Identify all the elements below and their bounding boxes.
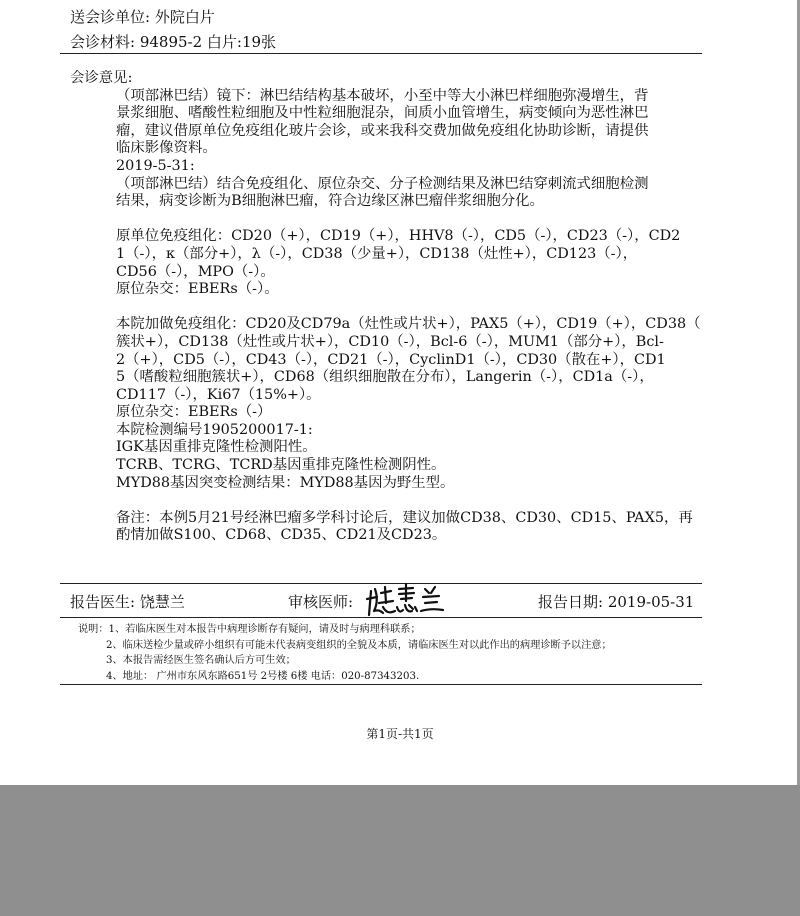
- viewer-background: [0, 785, 800, 916]
- opinion-line: 瘤，建议借原单位免疫组化玻片会诊，或来我科交费加做免疫组化协助诊断，请提供: [116, 122, 649, 139]
- consult-opinion: [70, 70, 702, 545]
- opinion-line: （项部淋巴结）镜下：淋巴结结构基本破坏，小至中等大小淋巴样细胞弥漫增生，背: [116, 87, 649, 104]
- sending-unit: 送会诊单位: 外院白片: [70, 8, 215, 26]
- spacer: [70, 299, 702, 317]
- spacer: [70, 492, 702, 510]
- opinion-line: 酌情加做S100、CD68、CD35、CD21及CD23。: [116, 527, 447, 544]
- opinion-line: 1（-），κ（部分+），λ（-），CD38（少量+），CD138（灶性+），CD123（-），: [116, 245, 638, 262]
- opinion-line: 簇状+），CD138（灶性或片状+），CD10（-），Bcl-6（-），MUM1（部分+），Bcl-: [116, 333, 664, 350]
- opinion-line: 备注：本例5月21号经淋巴瘤多学科讨论后，建议加做CD38、CD30、CD15、PAX5，再: [116, 509, 693, 526]
- notes: [78, 622, 703, 684]
- review-doctor-label: 审核医师:: [288, 593, 354, 611]
- opinion-line: 临床影像资料。: [116, 140, 217, 157]
- handwritten-signature: [365, 581, 445, 621]
- opinion-line: 原单位免疫组化：CD20（+），CD19（+），HHV8（-），CD5（-），CD23（-），CD2: [116, 228, 681, 245]
- opinion-date: 2019-5-31:: [116, 157, 195, 174]
- signature-bottom-divider: [60, 617, 702, 618]
- opinion-line: CD117（-），Ki67（15%+）。: [116, 386, 321, 403]
- opinion-line: 原位杂交：EBERs（-）: [116, 404, 272, 421]
- opinion-line: 景浆细胞、嗜酸性粒细胞及中性粒细胞混杂，间质小血管增生，病变倾向为恶性淋巴: [116, 105, 649, 122]
- opinion-line: MYD88基因突变检测结果：MYD88基因为野生型。: [116, 474, 455, 491]
- spacer: [70, 211, 702, 229]
- note-line: 3、本报告需经医生签名确认后方可生效；: [106, 655, 296, 666]
- opinion-line: TCRB、TCRG、TCRD基因重排克隆性检测阴性。: [116, 457, 446, 474]
- report-date: 报告日期: 2019-05-31: [538, 593, 695, 611]
- note-line: 2、临床送检少量或碎小组织有可能未代表病变组织的全貌及本质，请临床医生对以此作出的病理诊断予以注意；: [106, 639, 612, 651]
- opinion-line: IGK基因重排克隆性检测阳性。: [116, 439, 317, 456]
- opinion-line: 本院检测编号1905200017-1:: [116, 421, 313, 438]
- opinion-line: CD56（-），MPO（-）。: [116, 263, 275, 280]
- header-divider: [60, 53, 702, 54]
- note-line: 4、地址： 广州市东风东路651号 2号楼 6楼 电话：020-87343203.: [106, 670, 420, 682]
- opinion-line: 5（嗜酸粒细胞簇状+），CD68（组织细胞散在分布），Langerin（-），CD1a（-），: [116, 369, 654, 386]
- opinion-line: 原位杂交：EBERs（-）。: [116, 281, 279, 298]
- note-line: 说明：1、若临床医生对本报告中病理诊断存有疑问，请及时与病理科联系；: [78, 624, 421, 635]
- consult-material: 会诊材料: 94895-2 白片:19张: [70, 33, 277, 51]
- opinion-line: 结果，病变诊断为B细胞淋巴瘤，符合边缘区淋巴瘤伴浆细胞分化。: [116, 193, 544, 210]
- opinion-line: （项部淋巴结）结合免疫组化、原位杂交、分子检测结果及淋巴结穿刺流式细胞检测: [116, 175, 649, 192]
- report-doctor: 报告医生: 饶慧兰: [70, 593, 185, 611]
- notes-divider: [60, 684, 702, 685]
- signature-row: [0, 589, 800, 617]
- opinion-line: 本院加做免疫组化：CD20及CD79a（灶性或片状+），PAX5（+），CD19（+），CD38（: [116, 316, 701, 333]
- opinion-label: 会诊意见:: [70, 70, 133, 86]
- page-number: 第1页-共1页: [366, 727, 434, 741]
- opinion-line: 2（+），CD5（-），CD43（-），CD21（-），CyclinD1（-），CD30（散在+），CD1: [116, 351, 666, 368]
